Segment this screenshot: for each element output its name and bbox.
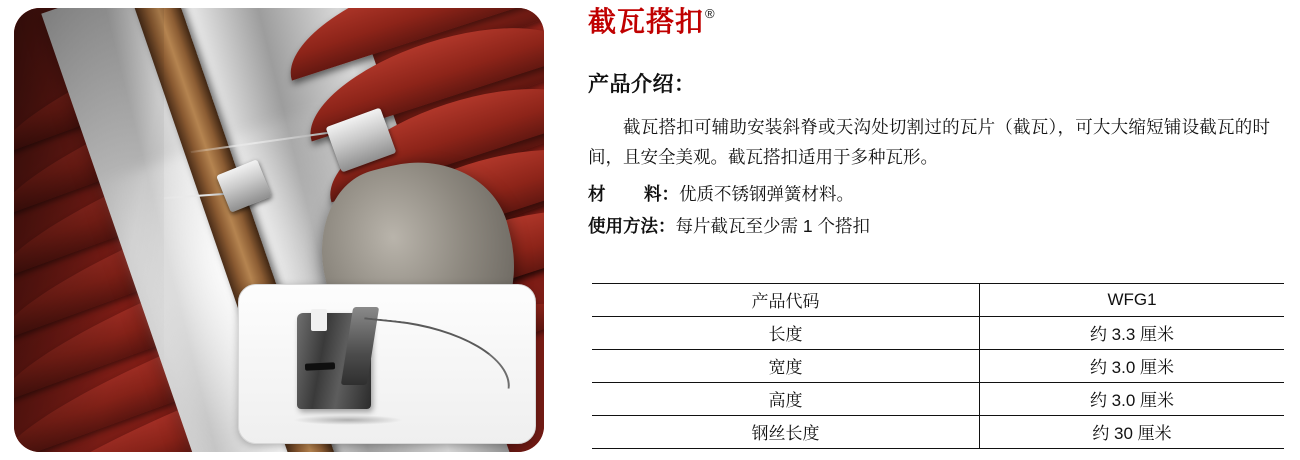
- spec-value: 约 3.3 厘米: [980, 317, 1284, 350]
- main-photo: [14, 8, 544, 452]
- spec-table-wrap: [592, 283, 1284, 449]
- usage-value: 每片截瓦至少需 1 个搭扣: [675, 216, 870, 236]
- table-row: [592, 284, 1284, 317]
- spec-name: 长度: [592, 317, 980, 350]
- spec-value: WFG1: [980, 284, 1284, 317]
- usage-label: 使用方法：: [588, 216, 676, 236]
- clip-notch: [311, 309, 327, 331]
- product-info-panel: [588, 0, 1288, 460]
- table-row: [592, 350, 1284, 383]
- table-row: [592, 416, 1284, 449]
- spec-name: 高度: [592, 383, 980, 416]
- material-label: 材 料：: [588, 184, 679, 204]
- inset-product-photo: [238, 284, 536, 444]
- material-value: 优质不锈钢弹簧材料。: [679, 184, 854, 204]
- clip-drop-shadow: [293, 415, 403, 425]
- spec-value: 约 3.0 厘米: [980, 350, 1284, 383]
- section-heading: 产品介绍：: [588, 73, 696, 96]
- material-line: [588, 180, 854, 208]
- product-title: 截瓦搭扣: [588, 6, 705, 37]
- spec-value: 约 3.0 厘米: [980, 383, 1284, 416]
- photo-shadow-overlay: [14, 8, 164, 452]
- spec-table-body: [592, 284, 1284, 449]
- spec-name: 产品代码: [592, 284, 980, 317]
- registered-trademark-icon: ®: [705, 6, 715, 21]
- product-title-wrap: [588, 8, 715, 36]
- clip-wire: [358, 317, 515, 389]
- spec-table: [592, 283, 1284, 449]
- table-row: [592, 383, 1284, 416]
- usage-line: [588, 212, 870, 240]
- spec-name: 钢丝长度: [592, 416, 980, 449]
- spec-value: 约 30 厘米: [980, 416, 1284, 449]
- table-row: [592, 317, 1284, 350]
- spec-name: 宽度: [592, 350, 980, 383]
- product-description: 截瓦搭扣可辅助安装斜脊或天沟处切割过的瓦片（截瓦），可大大缩短铺设截瓦的时间，且安全美观。截瓦搭扣适用于多种瓦形。: [588, 117, 1270, 168]
